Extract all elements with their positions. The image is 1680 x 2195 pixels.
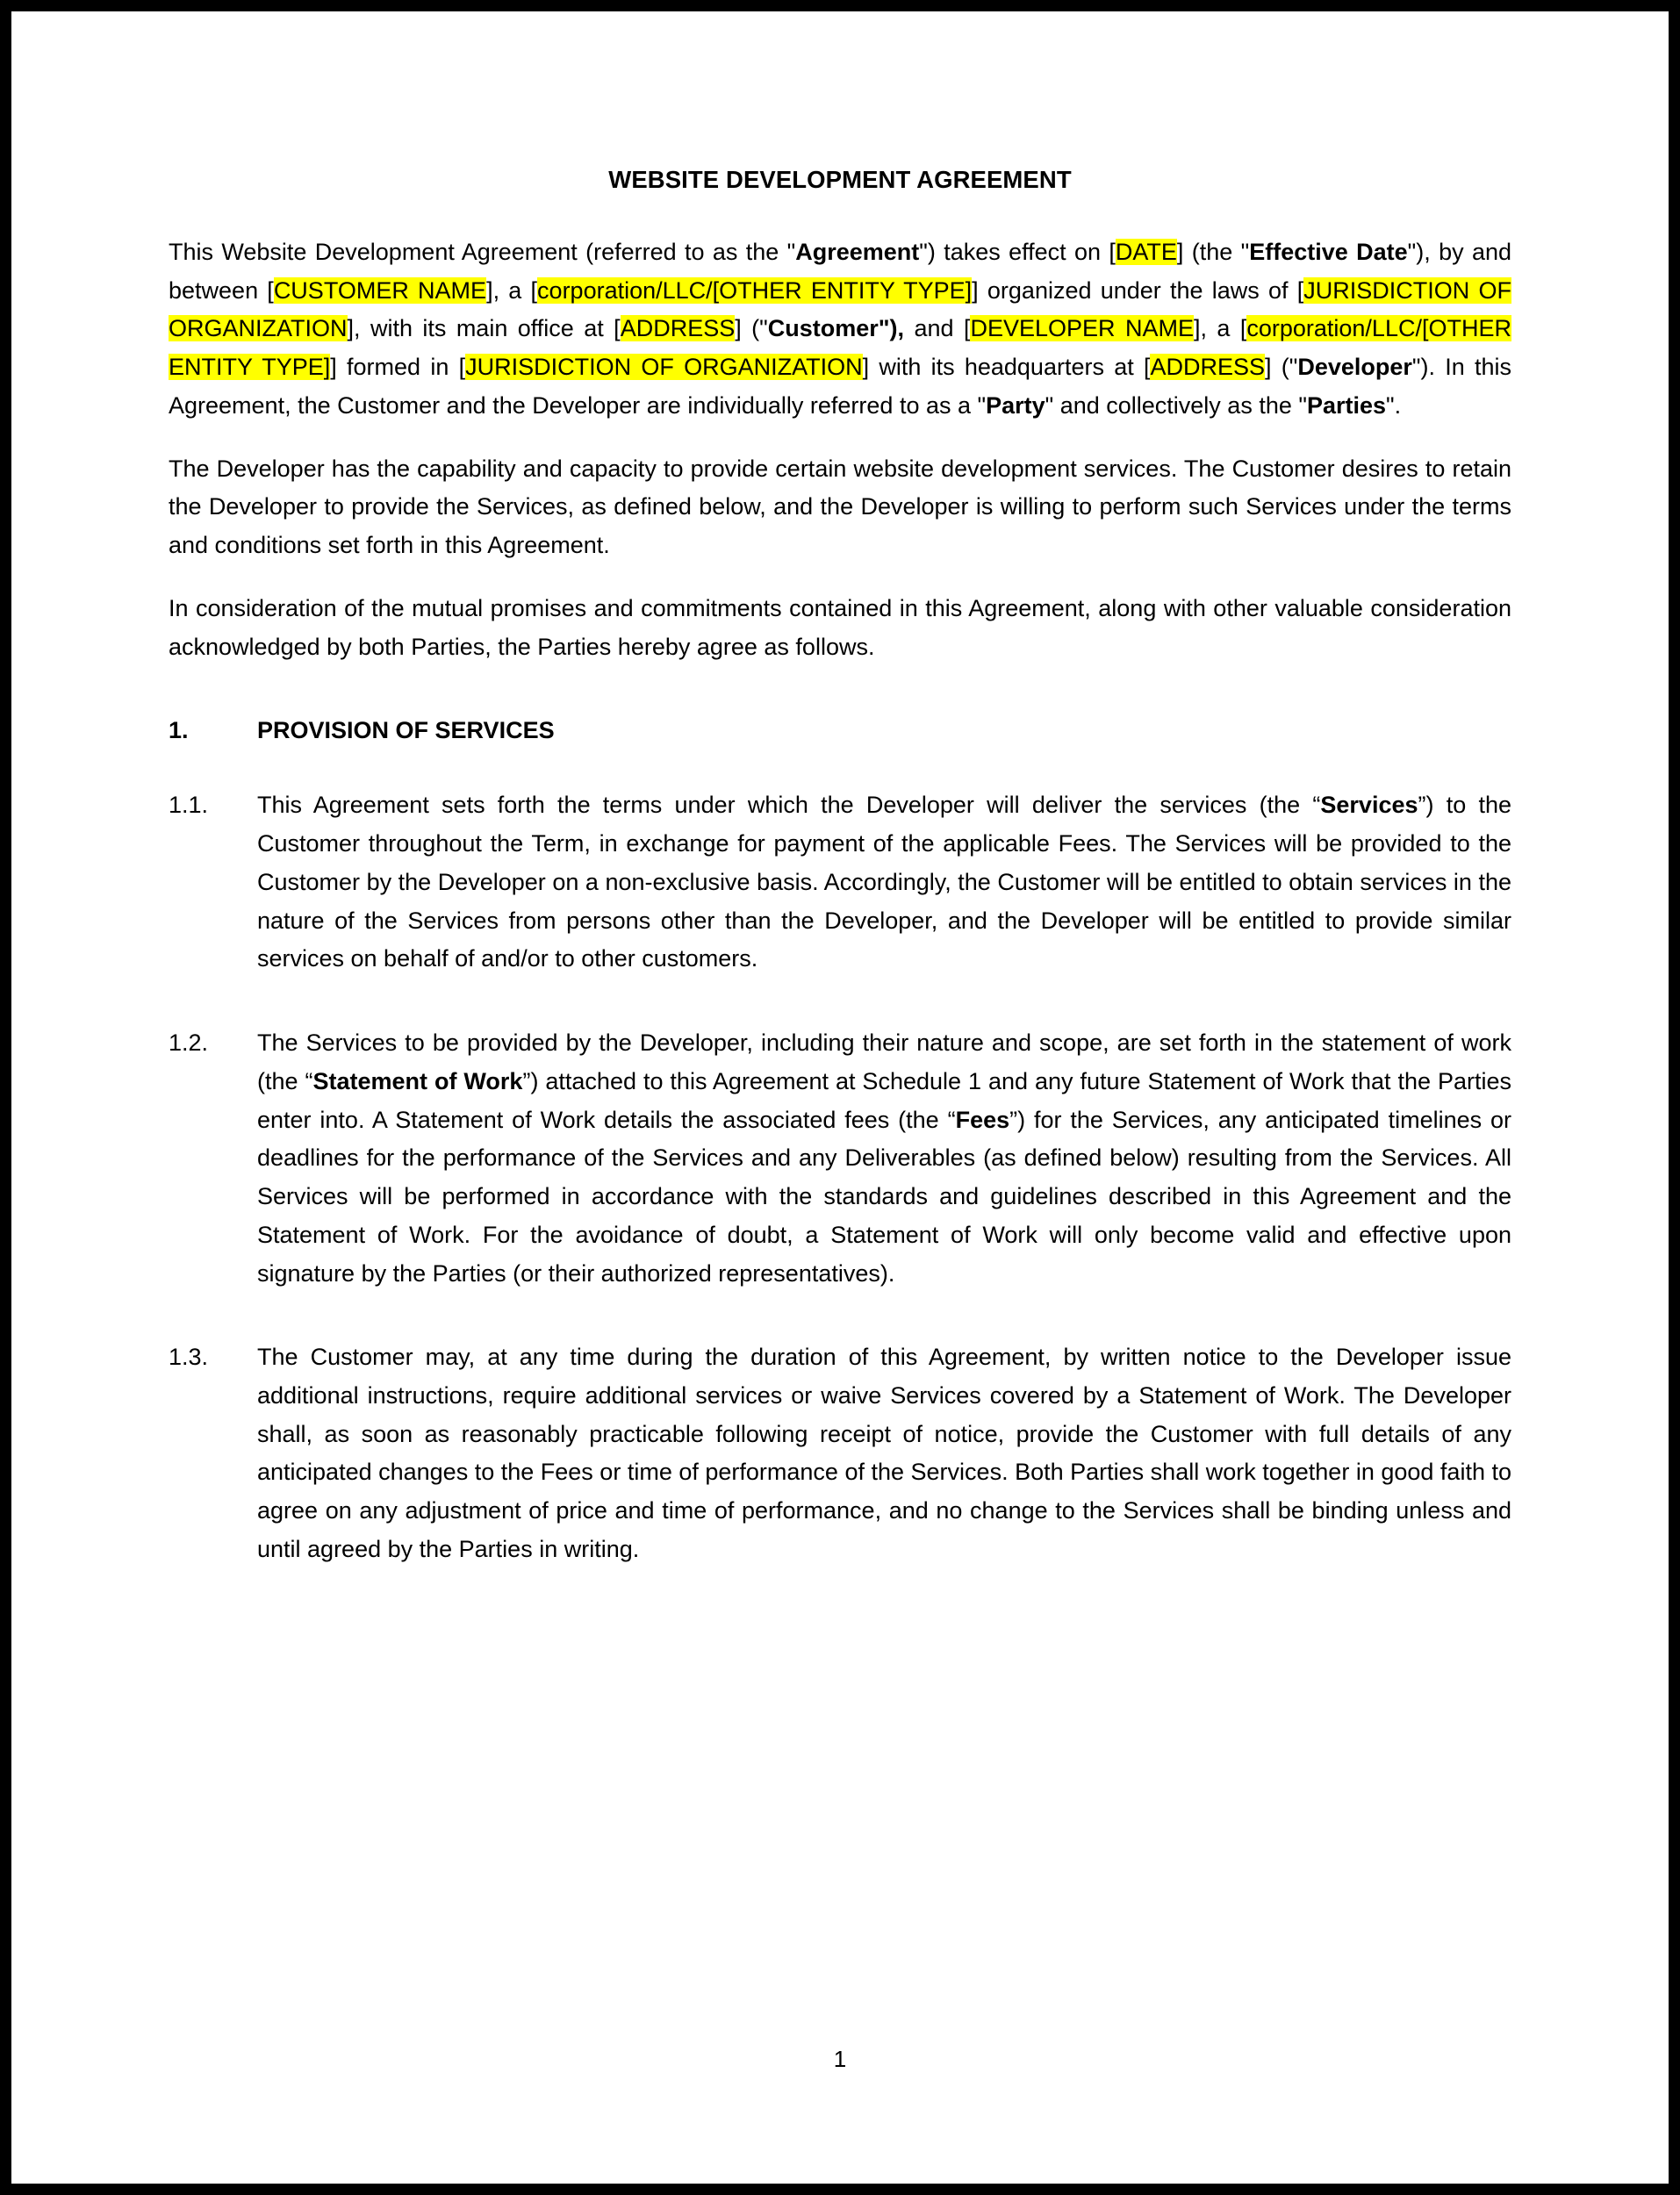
- placeholder-developer-name: DEVELOPER NAME: [970, 315, 1194, 342]
- clause-text-segment: The Services to be provided by the Developer, including their nature and scope, are set forth in the statement of work (the “: [257, 1029, 1511, 1094]
- preamble-text-segment: ] (the ": [1176, 239, 1250, 265]
- preamble-paragraph-parties: [169, 233, 1511, 426]
- preamble-text-segment: ] formed in [: [330, 354, 466, 381]
- preamble-text-segment: ") takes effect on [: [919, 239, 1116, 265]
- preamble-text-segment: ".: [1386, 391, 1402, 419]
- term-agreement: Agreement: [795, 239, 920, 265]
- page-number-footer: 1: [833, 2046, 847, 2072]
- term-customer: Customer"),: [767, 315, 905, 342]
- clause-1-3: [169, 1338, 1511, 1568]
- term-statement-of-work: Statement of Work: [312, 1067, 523, 1094]
- term-effective-date: Effective Date: [1249, 239, 1408, 265]
- section-title: PROVISION OF SERVICES: [257, 717, 555, 744]
- preamble-text-segment: "). In this Agreement, the Customer and the Developer are individually referred to as a ": [169, 354, 1511, 419]
- term-parties: Parties: [1306, 391, 1387, 419]
- preamble-text-segment: ], with its main office at [: [347, 315, 621, 342]
- document-page-sheet: [11, 11, 1669, 2184]
- clause-text: [257, 786, 1511, 979]
- placeholder-developer-entity-type: corporation/LLC/[OTHER ENTITY TYPE]: [169, 315, 1511, 381]
- preamble-text-segment: ], a [: [1193, 315, 1247, 342]
- clause-text: [257, 1024, 1511, 1293]
- clause-text-segment: ”) for the Services, any anticipated timelines or deadlines for the performance of the Services and any Deliverables (as defined below) resulting from the Services. All Services will be performed in accordance with the standards and guidelines described in this Agreement and the Statement of Work. For the avoidance of doubt, a Statement of Work will only become valid and effective upon signature by the Parties (or their authorized representatives).: [257, 1106, 1512, 1287]
- section-number: 1.: [169, 717, 189, 744]
- preamble-text-segment: and [: [904, 315, 971, 342]
- placeholder-date: DATE: [1115, 239, 1177, 265]
- preamble-paragraph-consideration: In consideration of the mutual promises and commitments contained in this Agreement, along with other valuable consideration acknowledged by both Parties, the Parties hereby agree as follows.: [169, 594, 1511, 660]
- clause-text-segment: This Agreement sets forth the terms under which the Developer will deliver the services (the “: [257, 792, 1321, 819]
- term-party: Party: [986, 391, 1045, 419]
- clause-text-segment: ”) to the Customer throughout the Term, in exchange for payment of the applicable Fees. The Services will be provided to the Customer by the Developer on a non-exclusive basis. Accordingly, the Customer will be entitled to obtain services in the nature of the Services from persons other than the Developer, and the Developer will be entitled to provide similar services on behalf of and/or to other customers.: [257, 792, 1511, 972]
- clause-1-2: [169, 1024, 1511, 1293]
- preamble-text-segment: This Website Development Agreement (referred to as the ": [169, 239, 796, 265]
- preamble-text-segment: " and collectively as the ": [1045, 391, 1307, 419]
- term-services: Services: [1320, 792, 1418, 819]
- preamble-text-segment: "), by and between [: [169, 239, 1512, 304]
- clause-number: 1.3.: [169, 1344, 209, 1371]
- preamble-text-segment: ] (": [1265, 354, 1298, 381]
- preamble-text-segment: ] with its headquarters at [: [862, 354, 1151, 381]
- clause-text: The Customer may, at any time during the duration of this Agreement, by written notice to the Developer issue additional instructions, require additional services or waive Services covered by a Statement of Work. The Developer shall, as soon as reasonably practicable following receipt of notice, provide the Customer with full details of any anticipated changes to the Fees or time of performance of the Services. Both Parties shall work together in good faith to agree on any adjustment of price and time of performance, and no change to the Services shall be binding unless and until agreed by the Parties in writing.: [257, 1344, 1511, 1562]
- placeholder-customer-jurisdiction: JURISDICTION OF ORGANIZATION: [169, 276, 1511, 342]
- placeholder-developer-address: ADDRESS: [1150, 354, 1265, 381]
- term-developer: Developer: [1297, 354, 1412, 381]
- placeholder-customer-name: CUSTOMER NAME: [273, 276, 487, 304]
- preamble-text-segment: ], a [: [486, 276, 538, 304]
- placeholder-customer-entity-type: corporation/LLC/[OTHER ENTITY TYPE]: [537, 276, 973, 304]
- clause-number: 1.2.: [169, 1029, 209, 1057]
- term-fees: Fees: [955, 1106, 1010, 1133]
- clause-1-1: [169, 786, 1511, 979]
- preamble-paragraph-capability: The Developer has the capability and capacity to provide certain website development services. The Customer desires to retain the Developer to provide the Services, as defined below, and the Developer is willing to perform such Services under the terms and conditions set forth in this Agreement.: [169, 455, 1511, 559]
- section-heading-provision-of-services: [169, 715, 1511, 746]
- preamble-text-segment: ] organized under the laws of [: [972, 276, 1304, 304]
- page-title: WEBSITE DEVELOPMENT AGREEMENT: [608, 166, 1072, 193]
- preamble-text-segment: ] (": [735, 315, 768, 342]
- placeholder-developer-jurisdiction: JURISDICTION OF ORGANIZATION: [465, 354, 863, 381]
- placeholder-customer-address: ADDRESS: [620, 315, 736, 342]
- clause-text-segment: ”) attached to this Agreement at Schedule 1 and any future Statement of Work that the Parties enter into. A Statement of Work details the associated fees (the “: [257, 1067, 1511, 1133]
- clause-number: 1.1.: [169, 792, 209, 819]
